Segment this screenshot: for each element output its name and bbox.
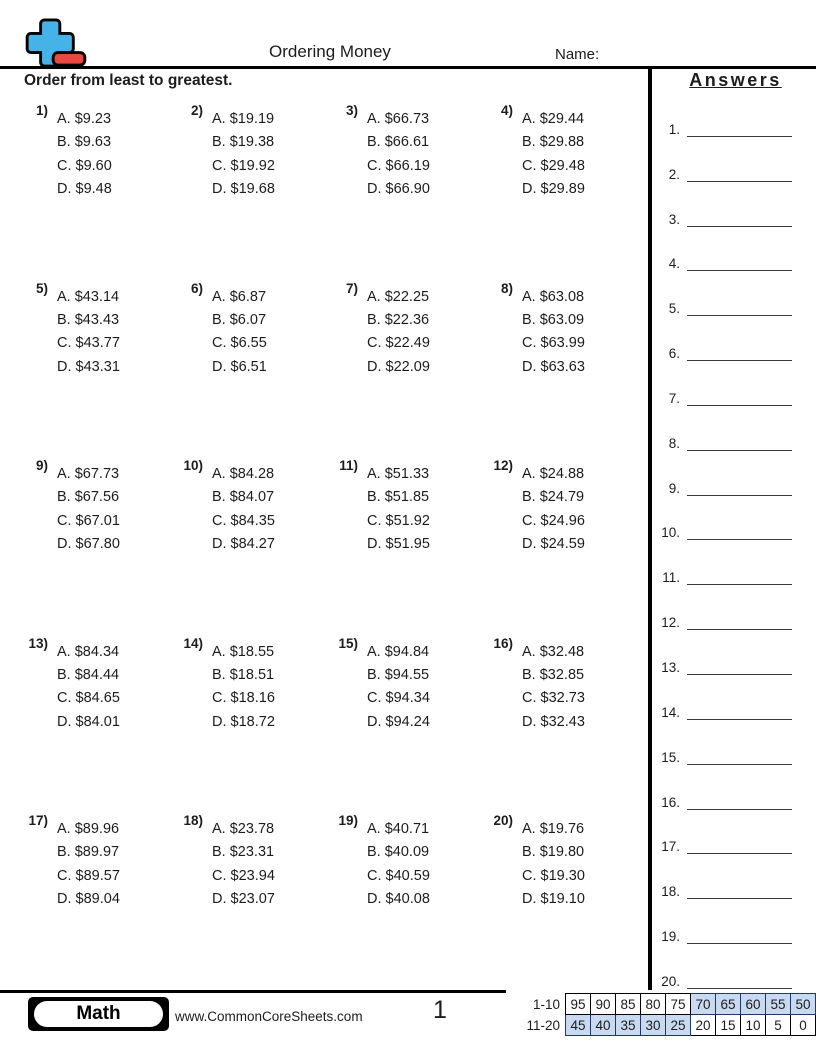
- option-line: B. $9.63: [57, 134, 112, 151]
- problem-options: [212, 636, 275, 735]
- score-row: [514, 994, 816, 1015]
- score-cell: 70: [691, 994, 716, 1015]
- option-line: C. $84.35: [212, 512, 275, 529]
- answer-blank-line: [687, 888, 792, 899]
- answer-item: [653, 227, 813, 272]
- score-cell: 40: [591, 1015, 616, 1036]
- option-line: A. $67.73: [57, 466, 120, 482]
- option-line: C. $23.94: [212, 867, 275, 884]
- score-cell: 80: [641, 994, 666, 1015]
- option-line: D. $6.51: [212, 358, 267, 375]
- answer-item: [653, 316, 813, 361]
- answer-blank-line: [687, 171, 792, 182]
- answer-blank-line: [687, 126, 792, 137]
- option-line: A. $43.14: [57, 288, 120, 305]
- option-line: C. $89.57: [57, 867, 120, 884]
- problem: [334, 281, 489, 459]
- score-cell: 0: [791, 1015, 816, 1036]
- problem-options: [522, 636, 585, 735]
- option-line: A. $40.71: [367, 821, 430, 837]
- problem: [24, 281, 179, 459]
- problem-options: [57, 281, 120, 380]
- answer-blank-line: [687, 574, 792, 585]
- score-row-label: 1-10: [532, 996, 560, 1012]
- option-line: B. $43.43: [57, 311, 120, 328]
- problem-number: 7): [345, 280, 358, 296]
- option-line: D. $94.24: [367, 713, 430, 730]
- answer-number: 11.: [662, 570, 680, 586]
- answer-item: [653, 854, 813, 899]
- problem-number: 2): [190, 103, 203, 118]
- problem-options: [212, 813, 275, 912]
- answer-number: 8.: [668, 435, 680, 451]
- answer-item: [653, 540, 813, 585]
- option-line: C. $22.49: [367, 335, 430, 352]
- problem: [179, 636, 334, 814]
- score-cell: 95: [566, 994, 591, 1015]
- score-cell: 10: [741, 1015, 766, 1036]
- problem-number: 19): [338, 813, 358, 828]
- problem: [24, 458, 179, 636]
- problem-number: 5): [35, 280, 48, 296]
- option-line: B. $29.88: [522, 134, 585, 151]
- website-url: www.CommonCoreSheets.com: [175, 1009, 363, 1024]
- answer-blank-line: [687, 799, 792, 810]
- option-line: C. $29.48: [522, 157, 585, 174]
- answer-number: 13.: [661, 659, 680, 675]
- score-cell: 20: [691, 1015, 716, 1036]
- answer-blank-line: [687, 260, 792, 271]
- score-row-label: 11-20: [526, 1017, 560, 1033]
- answer-number: 5.: [668, 301, 680, 317]
- problem: [489, 813, 644, 991]
- score-cell: 45: [566, 1015, 591, 1036]
- option-line: B. $19.38: [212, 134, 275, 151]
- answer-item: [653, 944, 813, 989]
- answers-title: Answers: [689, 70, 782, 90]
- header-rule: [0, 66, 816, 69]
- problem: [179, 281, 334, 459]
- problem-options: [522, 103, 585, 202]
- option-line: C. $6.55: [212, 335, 267, 352]
- answer-number: 15.: [661, 749, 680, 765]
- option-line: A. $19.76: [522, 821, 585, 837]
- option-line: D. $32.43: [522, 713, 585, 730]
- problem-number: 20): [493, 813, 513, 828]
- option-line: B. $6.07: [212, 311, 267, 328]
- answer-item: [653, 765, 813, 810]
- problem-number: 17): [28, 813, 48, 828]
- problem-options: [57, 458, 120, 557]
- problem: [334, 458, 489, 636]
- option-line: A. $22.25: [367, 288, 430, 305]
- problem: [334, 636, 489, 814]
- answer-item: [653, 496, 813, 541]
- answer-blank-line: [687, 305, 792, 316]
- score-cell: 90: [591, 994, 616, 1015]
- score-cell: 65: [716, 994, 741, 1015]
- problem-number: 13): [28, 635, 48, 651]
- option-line: A. $84.34: [57, 643, 120, 660]
- option-line: C. $67.01: [57, 512, 120, 529]
- problem: [334, 103, 489, 281]
- score-cell: 25: [666, 1015, 691, 1036]
- option-line: A. $94.84: [367, 643, 430, 660]
- answer-blank-line: [687, 933, 792, 944]
- answer-blank-line: [687, 709, 792, 720]
- answer-item: [653, 451, 813, 496]
- option-line: C. $32.73: [522, 690, 585, 707]
- answer-item: [653, 675, 813, 720]
- score-cell: 50: [791, 994, 816, 1015]
- score-cell: 15: [716, 1015, 741, 1036]
- problem: [489, 281, 644, 459]
- option-line: A. $89.96: [57, 821, 120, 837]
- answer-item: [653, 585, 813, 630]
- option-line: C. $43.77: [57, 335, 120, 352]
- option-line: D. $51.95: [367, 536, 430, 553]
- answer-blank-line: [687, 216, 792, 227]
- problem: [489, 103, 644, 281]
- problem: [24, 813, 179, 991]
- option-line: A. $84.28: [212, 466, 275, 482]
- problem: [179, 458, 334, 636]
- footer-rule: [0, 990, 506, 993]
- answer-blank-line: [687, 529, 792, 540]
- option-line: A. $32.48: [522, 643, 585, 660]
- answer-number: 16.: [661, 794, 680, 810]
- problem-options: [367, 458, 430, 557]
- subject-badge-label: Math: [34, 1001, 163, 1027]
- answer-number: 17.: [661, 839, 680, 855]
- option-line: B. $66.61: [367, 134, 430, 151]
- option-line: C. $94.34: [367, 690, 430, 707]
- answer-number: 10.: [661, 525, 680, 541]
- answer-number: 20.: [661, 973, 680, 989]
- option-line: A. $63.08: [522, 288, 585, 305]
- option-line: A. $51.33: [367, 466, 430, 482]
- option-line: D. $19.68: [212, 181, 275, 198]
- problem-number: 18): [183, 813, 203, 828]
- option-line: D. $43.31: [57, 358, 120, 375]
- option-line: C. $9.60: [57, 157, 112, 174]
- score-cell: 55: [766, 994, 791, 1015]
- option-line: D. $9.48: [57, 181, 112, 198]
- problem-options: [57, 636, 120, 735]
- option-line: B. $94.55: [367, 666, 430, 683]
- answer-item: [653, 92, 813, 137]
- answer-number: 19.: [661, 929, 680, 945]
- option-line: B. $40.09: [367, 844, 430, 861]
- option-line: C. $63.99: [522, 335, 585, 352]
- option-line: A. $9.23: [57, 111, 112, 127]
- option-line: D. $23.07: [212, 891, 275, 908]
- answer-blank-line: [687, 350, 792, 361]
- score-cell: 30: [641, 1015, 666, 1036]
- problem-number: 8): [500, 280, 513, 296]
- answer-blank-line: [687, 664, 792, 675]
- problem-options: [367, 636, 430, 735]
- option-line: C. $84.65: [57, 690, 120, 707]
- problem: [24, 103, 179, 281]
- answer-blank-line: [687, 395, 792, 406]
- answer-item: [653, 271, 813, 316]
- option-line: D. $84.27: [212, 536, 275, 553]
- option-line: D. $19.10: [522, 891, 585, 908]
- answer-item: [653, 810, 813, 855]
- option-line: C. $24.96: [522, 512, 585, 529]
- score-cell: 85: [616, 994, 641, 1015]
- answer-number: 2.: [668, 166, 680, 182]
- instruction-text: Order from least to greatest.: [24, 72, 233, 89]
- option-line: B. $67.56: [57, 489, 120, 506]
- problem-options: [367, 103, 430, 202]
- option-line: B. $19.80: [522, 844, 585, 861]
- option-line: C. $66.19: [367, 157, 430, 174]
- option-line: B. $63.09: [522, 311, 585, 328]
- option-line: D. $18.72: [212, 713, 275, 730]
- option-line: B. $89.97: [57, 844, 120, 861]
- option-line: B. $24.79: [522, 489, 585, 506]
- answer-number: 4.: [668, 256, 680, 272]
- answer-number: 9.: [668, 480, 680, 496]
- score-cell: 60: [741, 994, 766, 1015]
- option-line: B. $84.07: [212, 489, 275, 506]
- answer-number: 1.: [668, 121, 680, 137]
- option-line: D. $40.08: [367, 891, 430, 908]
- problem-options: [522, 458, 585, 557]
- answer-item: [653, 630, 813, 675]
- problem-number: 1): [35, 103, 48, 118]
- answer-number: 7.: [668, 390, 680, 406]
- answer-blank-line: [687, 978, 792, 989]
- problem-options: [367, 813, 430, 912]
- problems-grid: [24, 103, 648, 991]
- problem-number: 15): [338, 635, 358, 651]
- answer-item: [653, 720, 813, 765]
- score-cell: 35: [616, 1015, 641, 1036]
- name-label: Name:: [555, 46, 600, 63]
- option-line: A. $19.19: [212, 111, 275, 127]
- answer-blank-line: [687, 440, 792, 451]
- problem-options: [522, 813, 585, 912]
- option-line: D. $24.59: [522, 536, 585, 553]
- answer-blank-line: [687, 485, 792, 496]
- problem: [489, 636, 644, 814]
- score-cell: 75: [666, 994, 691, 1015]
- option-line: D. $22.09: [367, 358, 430, 375]
- page-title: Ordering Money: [269, 42, 391, 61]
- problem-options: [212, 103, 275, 202]
- option-line: C. $19.30: [522, 867, 585, 884]
- option-line: C. $18.16: [212, 690, 275, 707]
- option-line: D. $89.04: [57, 891, 120, 908]
- answer-blank-line: [687, 754, 792, 765]
- answer-number: 12.: [661, 615, 680, 631]
- problem-options: [57, 103, 112, 202]
- answers-divider: [648, 69, 652, 990]
- problem: [334, 813, 489, 991]
- option-line: D. $63.63: [522, 358, 585, 375]
- page-number: 1: [433, 996, 447, 1024]
- score-cell: 5: [766, 1015, 791, 1036]
- answer-item: [653, 182, 813, 227]
- option-line: A. $24.88: [522, 466, 585, 482]
- answer-number: 14.: [661, 704, 680, 720]
- answer-item: [653, 137, 813, 182]
- option-line: B. $51.85: [367, 489, 430, 506]
- problem-number: 12): [493, 458, 513, 473]
- score-table-body: [514, 994, 816, 1036]
- option-line: B. $18.51: [212, 666, 275, 683]
- answer-item: [653, 899, 813, 944]
- problem-number: 16): [493, 635, 513, 651]
- problem-number: 4): [500, 103, 513, 118]
- option-line: A. $6.87: [212, 288, 267, 305]
- problem-number: 10): [183, 458, 203, 473]
- problem: [489, 458, 644, 636]
- option-line: A. $23.78: [212, 821, 275, 837]
- option-line: A. $66.73: [367, 111, 430, 127]
- problem: [179, 813, 334, 991]
- option-line: C. $19.92: [212, 157, 275, 174]
- problem-options: [367, 281, 430, 380]
- problem-number: 9): [35, 458, 48, 473]
- option-line: B. $23.31: [212, 844, 275, 861]
- score-table: [514, 993, 816, 1036]
- problem-number: 11): [339, 458, 358, 473]
- problem-options: [522, 281, 585, 380]
- answer-blank-line: [687, 843, 792, 854]
- option-line: D. $84.01: [57, 713, 120, 730]
- answer-number: 3.: [668, 211, 680, 227]
- problem-number: 14): [183, 635, 203, 651]
- answer-item: [653, 361, 813, 406]
- problem-options: [212, 281, 267, 380]
- subject-badge: [28, 997, 169, 1031]
- score-row: [514, 1015, 816, 1036]
- option-line: D. $29.89: [522, 181, 585, 198]
- problem-options: [212, 458, 275, 557]
- problem-number: 6): [190, 280, 203, 296]
- option-line: B. $84.44: [57, 666, 120, 683]
- answer-blank-line: [687, 619, 792, 630]
- answer-number: 18.: [661, 884, 680, 900]
- option-line: A. $18.55: [212, 643, 275, 660]
- problem-number: 3): [345, 103, 358, 118]
- option-line: C. $51.92: [367, 512, 430, 529]
- problem: [179, 103, 334, 281]
- answer-item: [653, 406, 813, 451]
- problem: [24, 636, 179, 814]
- option-line: B. $22.36: [367, 311, 430, 328]
- option-line: D. $67.80: [57, 536, 120, 553]
- problem-options: [57, 813, 120, 912]
- option-line: C. $40.59: [367, 867, 430, 884]
- option-line: A. $29.44: [522, 111, 585, 127]
- option-line: D. $66.90: [367, 181, 430, 198]
- option-line: B. $32.85: [522, 666, 585, 683]
- answer-number: 6.: [668, 346, 680, 362]
- answers-list: [653, 92, 813, 989]
